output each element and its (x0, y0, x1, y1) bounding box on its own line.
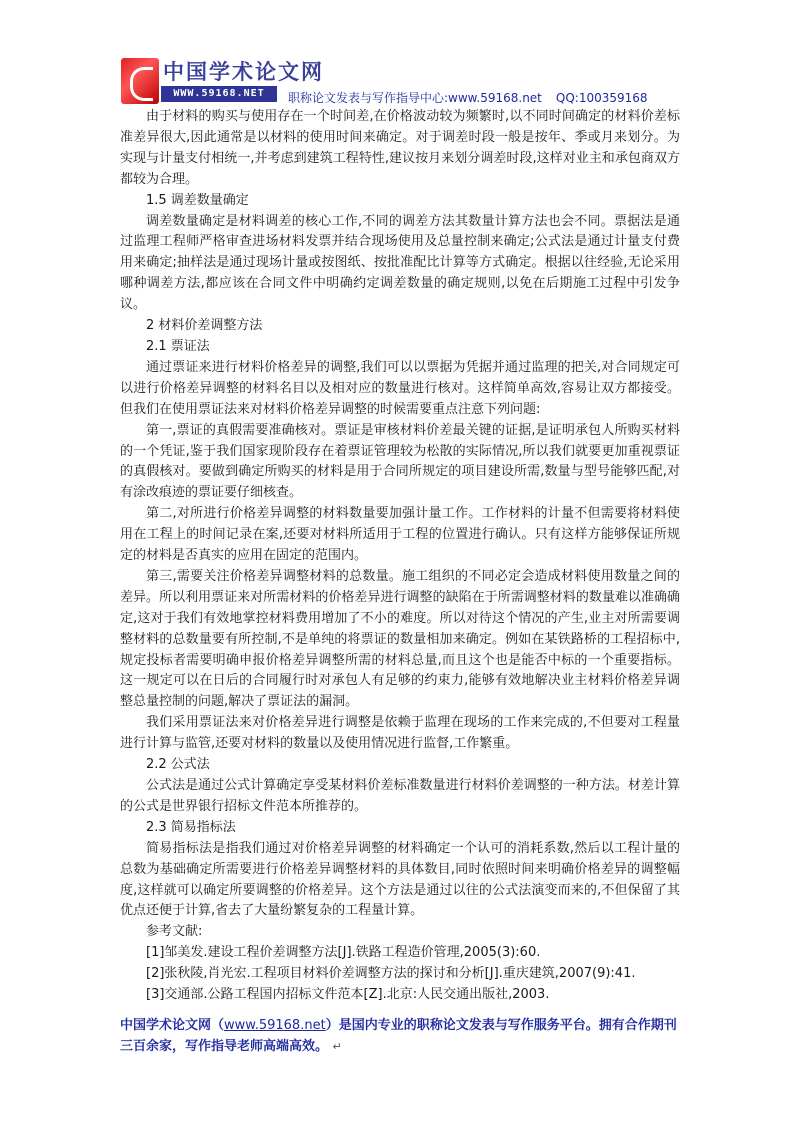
section-heading: 2.1 票证法 (146, 338, 210, 354)
paragraph: 简易指标法是指我们通过对价格差异调整的材料确定一个认可的消耗系数,然后以工程计量的总数为基础确定所需要进行价格差异调整材料的具体数目,同时依照时间来明确价格差异的调整幅度,这样就可以确定所要调整的价格差异。这个方法是通过以往的公式法演变而来的,不但保留了其优点还便于计算,省去了大量纷繁复杂的工程量计算。 (120, 840, 680, 919)
return-mark-icon: ↵ (332, 1040, 342, 1053)
section-heading: 参考文献: (146, 924, 203, 940)
paragraph: 通过票证来进行材料价格差异的调整,我们可以以票据为凭据并通过监理的把关,对合同规定可以进行价格差异调整的材料名目以及相对应的数量进行核对。这样简单高效,容易让双方都接受。但我们在使用票证法来对材料价格差异调整的时候需要重点注意下列问题: (120, 359, 680, 417)
paragraph: 调差数量确定是材料调差的核心工作,不同的调差方法其数量计算方法也会不同。票据法是通过监理工程师严格审查进场材料发票并结合现场使用及总量控制来确定;公式法是通过计量支付费用来确定;抽样法是通过现场计量或按图纸、按批准配比计算等方式确定。根据以往经验,无论采用哪种调差方法,都应该在合同文件中明确约定调差数量的确定规则,以免在后期施工过程中引发争议。 (120, 213, 680, 313)
reference-item: [3]交通部.公路工程国内招标文件范本[Z].北京:人民交通出版社,2003. (146, 987, 550, 1003)
logo-site-url: WWW.59168.NET (161, 86, 277, 102)
footer-promo (120, 1015, 680, 1057)
reference-item: [1]邹美发.建设工程价差调整方法[J].铁路工程造价管理,2005(3):60. (146, 945, 541, 961)
footer-link[interactable]: www.59168.net (224, 1018, 326, 1033)
footer-prefix: 中国学术论文网（ (120, 1018, 225, 1033)
paragraph: 第一,票证的真假需要准确核对。票证是审核材料价差最关键的证据,是证明承包人所购买材料的一个凭证,鉴于我们国家现阶段存在着票证管理较为松散的实际情况,所以我们就要更加重视票证的真假核对。要做到确定所购买的材料是用于合同所规定的项目建设所需,数量与型号能够匹配,对有涂改痕迹的票证要仔细核查。 (120, 422, 680, 501)
logo-emblem-icon (121, 58, 159, 104)
paragraph: 由于材料的购买与使用存在一个时间差,在价格波动较为频繁时,以不同时间确定的材料价差标准差异很大,因此通常是以材料的使用时间来确定。对于调差时段一般是按年、季或月来划分。为实现与计量支付相统一,并考虑到建筑工程特性,建议按月来划分调差时段,这样对业主和承包商双方都较为合理。 (120, 109, 680, 187)
header-center-name: 职称论文发表与写作指导中心: (288, 91, 449, 105)
section-heading: 1.5 调差数量确定 (146, 192, 249, 208)
section-heading: 2 材料价差调整方法 (146, 318, 263, 334)
header-center-url[interactable]: www.59168.net (448, 91, 542, 105)
paragraph: 第三,需要关注价格差异调整材料的总数量。施工组织的不同必定会造成材料使用数量之间的差异。所以利用票证来对所需材料的价格差异进行调整的缺陷在于所需调整材料的数量难以准确确定,这对于我们有效地掌控材料费用增加了不小的难度。所以对待这个情况的产生,业主对所需要调整材料的总数量要有所控制,不是单纯的将票证的数量相加来确定。例如在某铁路桥的工程招标中,规定投标者需要明确申报价格差异调整所需的材料总量,而且这个也是能否中标的一个重要指标。这一规定可以在日后的合同履行时对承包人有足够的约束力,能够有效地解决业主材料价格差异调整总量控制的问题,解决了票证法的漏洞。 (120, 568, 680, 710)
header-info (288, 89, 648, 106)
reference-item: [2]张秋陵,肖光宏.工程项目材料价差调整方法的探讨和分析[J].重庆建筑,2007(9):41. (146, 966, 636, 982)
paragraph: 公式法是通过公式计算确定享受某材料价差标准数量进行材料价差调整的一种方法。材差计算的公式是世界银行招标文件范本所推荐的。 (120, 778, 680, 814)
paragraph: 第二,对所进行价格差异调整的材料数量要加强计量工作。工作材料的计量不但需要将材料使用在工程上的时间记录在案,还要对材料所适用于工程的位置进行确认。只有这样方能够保证所规定的材料是否真实的应用在固定的范围内。 (120, 506, 680, 564)
footer-suffix: ）是国内专业的职称论文发表与写作服务平台。拥有合作期刊三百余家，写作指导老师高端高效。 (120, 1018, 677, 1054)
paragraph: 我们采用票证法来对价格差异进行调整是依赖于监理在现场的工作来完成的,不但要对工程量进行计算与监管,还要对材料的数量以及使用情况进行监督,工作繁重。 (120, 715, 680, 752)
section-heading: 2.2 公式法 (146, 757, 210, 773)
header-qq: QQ:100359168 (555, 91, 648, 105)
logo-name: 中国学术论文网 (163, 59, 324, 84)
article-body (120, 107, 680, 1006)
section-heading: 2.3 简易指标法 (146, 819, 236, 835)
site-logo[interactable] (121, 56, 324, 106)
